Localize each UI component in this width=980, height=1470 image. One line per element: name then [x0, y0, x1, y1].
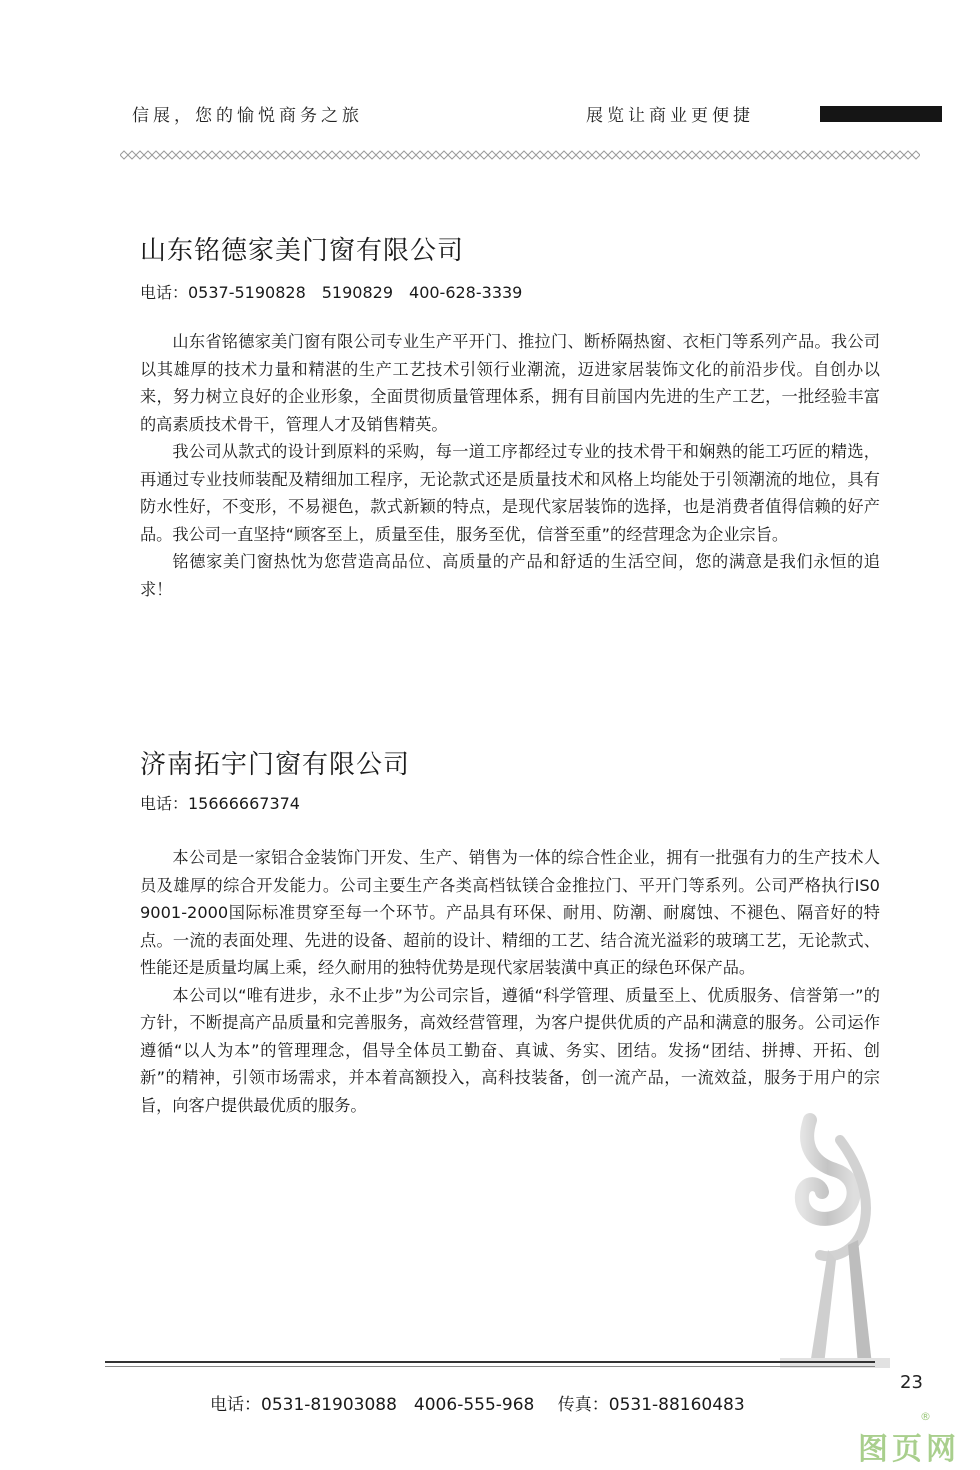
company-2-paragraph: 本公司是一家铝合金装饰门开发、生产、销售为一体的综合性企业，拥有一批强有力的生产技术人员及雄厚的综合开发能力。公司主要生产各类高档钛镁合金推拉门、平开门等系列。公司严格执行IS0 9001-2000国际标准贯穿至每一个环节。产品具有环保、耐用、防潮、耐腐蚀、不褪色、隔音好的特点。一流的表面处理、先进的设备、超前的设计、精细的工艺、结合流光溢彩的玻璃工艺，无论款式、性能还是质量均属上乘，经久耐用的独特优势是现代家居装潢中真正的绿色环保产品。: [140, 848, 880, 977]
company-1-description: [140, 328, 880, 603]
header-slogan-left: 信展，您的愉悦商务之旅: [132, 106, 363, 126]
watermark-logo: 图页网: [858, 1432, 960, 1467]
footer-rule: [105, 1361, 875, 1363]
company-1-phone: 电话：0537-5190828 5190829 400-628-3339: [140, 283, 523, 302]
footer-rule-thin: [105, 1366, 875, 1367]
company-2-paragraph: 本公司以“唯有进步，永不止步”为公司宗旨，遵循“科学管理、质量至上、优质服务、信誉第一”的方针，不断提高产品质量和完善服务，高效经营管理，为客户提供优质的产品和满意的服务。公司运作遵循“以人为本”的管理理念，倡导全体员工勤奋、真诚、务实、团结。发扬“团结、拼搏、开拓、创新”的精神，引领市场需求，并本着高额投入，高科技装备，创一流产品，一流效益，服务于用户的宗旨，向客户提供最优质的服务。: [140, 985, 880, 1115]
sculpture-decoration: [740, 1110, 900, 1370]
page-number: 23: [900, 1372, 923, 1393]
company-2-description: [140, 844, 880, 1119]
header-zigzag-divider: [120, 150, 920, 160]
company-1-paragraph: 山东省铭德家美门窗有限公司专业生产平开门、推拉门、断桥隔热窗、衣柜门等系列产品。我公司以其雄厚的技术力量和精湛的生产工艺技术引领行业潮流，迈进家居装饰文化的前沿步伐。自创办以来，努力树立良好的企业形象，全面贯彻质量管理体系，拥有目前国内先进的生产工艺，一批经验丰富的高素质技术骨干，管理人才及销售精英。: [140, 332, 880, 434]
company-1-paragraph: 铭德家美门窗热忱为您营造高品位、高质量的产品和舒适的生活空间，您的满意是我们永恒的追求！: [140, 552, 880, 599]
company-2-name: 济南拓宇门窗有限公司: [140, 750, 411, 780]
company-2-phone: 电话：15666667374: [140, 794, 300, 813]
footer-contact: [210, 1390, 763, 1415]
footer-phone: 电话：0531-81903088 4006-555-968: [210, 1395, 535, 1415]
company-1-name: 山东铭德家美门窗有限公司: [140, 236, 465, 266]
header-black-bar: [820, 106, 942, 122]
header-slogan-right: 展览让商业更便捷: [586, 106, 754, 126]
company-1-paragraph: 我公司从款式的设计到原料的采购，每一道工序都经过专业的技术骨干和娴熟的能工巧匠的精选，再通过专业技师装配及精细加工程序，无论款式还是质量技术和风格上均能处于引领潮流的地位，具有防水性好，不变形，不易褪色，款式新颖的特点，是现代家居装饰的选择，也是消费者值得信赖的好产品。我公司一直坚持“顾客至上，质量至佳，服务至优，信誉至重”的经营理念为企业宗旨。: [140, 442, 880, 544]
footer-fax: 传真：0531-88160483: [557, 1395, 745, 1415]
watermark-registered-mark: ®: [920, 1410, 931, 1423]
